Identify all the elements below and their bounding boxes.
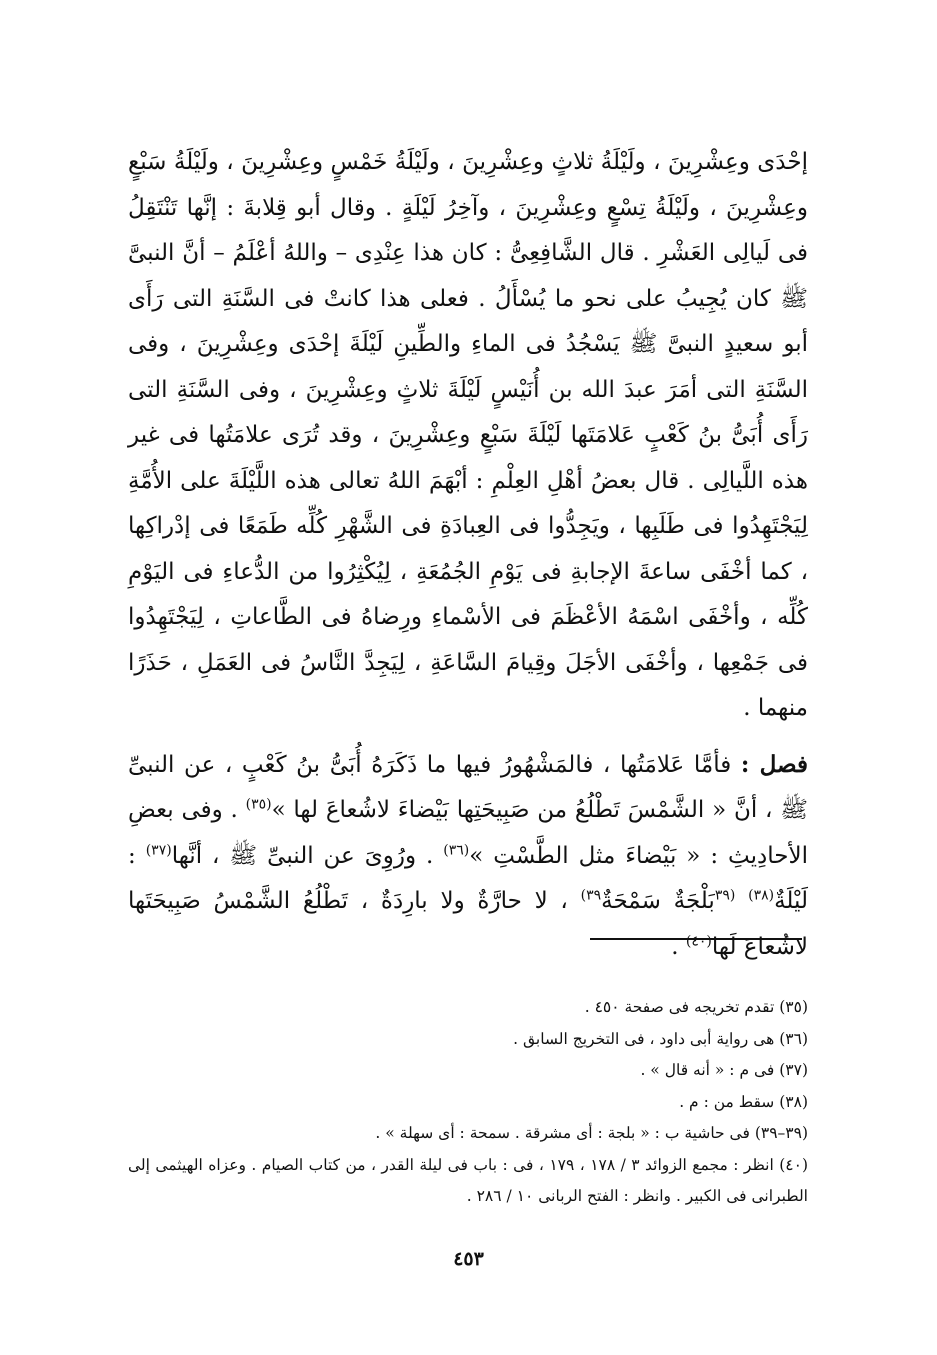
footnote-40: (٤٠) انظر : مجمع الزوائد ٣ / ١٧٨ ، ١٧٩ ، فى : باب فى ليلة القدر ، من كتاب الصيام . وعزاه الهيثمى إلى الطبرانى فى الكبير . وانظر : الفتح الربانى ١٠ / ٢٨٦ . (128, 1155, 809, 1205)
paragraph-2-text-f: بَلْجَةٌ سَمْحَةٌ (601, 888, 715, 914)
footnote-38: (٣٨) سقط من : م . (679, 1092, 808, 1111)
paragraph-2 (128, 742, 808, 971)
paragraph-2-text-c: . ورُوِىَ عن النبىِّ ﷺ ، أنَّها (171, 842, 444, 869)
footnote-ref-35[interactable]: (٣٥) (245, 796, 272, 813)
paragraph-2-text-a: فأمَّا عَلامَتُها ، فالمَشْهُورُ فيها ما ذَكَرَهُ أُبَىُّ بنُ كَعْبٍ ، عن النبىِّ ﷺ ، أنَّ « الشَّمْسَ تَطْلُعُ من صَبِيحَتِها بَيْضاءَ لاشُعاعَ لها » (128, 751, 808, 823)
footnote-ref-38[interactable]: (٣٨) (748, 887, 775, 904)
page-number: ٤٥٣ (453, 1248, 484, 1270)
footnote-ref-39-close[interactable]: ٣٩) (580, 887, 602, 904)
footnote-ref-39-open[interactable]: (٣٩ (714, 887, 736, 904)
footnote-35: (٣٥) تقدم تخريجه فى صفحة ٤٥٠ . (584, 998, 808, 1016)
footnotes-list (128, 992, 808, 1213)
paragraph-2-text-h: . (671, 933, 686, 960)
paragraph-2-text-e (735, 888, 748, 914)
footnote-ref-36[interactable]: (٣٦) (443, 841, 470, 858)
footnote-39: (٣٩–٣٩) فى حاشية ب : « بلجة : أى مشرقة . سمحة : أى سهلة » . (375, 1124, 808, 1142)
section-label: فصل : (740, 750, 808, 778)
paragraph-2-text-g: ، لا حارَّةٌ ولا بارِدَةٌ ، تَطْلُعُ الشَّمْسُ صَبِيحَتَها لاشُعاعَ لَها (128, 888, 808, 960)
main-text (128, 140, 808, 970)
paragraph-1: إحْدَى وعِشْرِينَ ، ولَيْلَةُ ثلاثٍ وعِشْرِينَ ، ولَيْلَةُ خَمْسٍ وعِشْرِينَ ، ولَيْلَةُ سَبْعٍ وعِشْرِينَ ، ولَيْلَةُ تِسْعٍ وعِشْرِينَ ، وآخِرُ لَيْلَةٍ . وقال أبو قِلابةَ : إنَّها تَنْتَقِلُ فى لَيالِى العَشْرِ . قال الشَّافِعِىُّ : كان هذا عِنْدِى – واللهُ أعْلَمُ – أنَّ النبىَّ ﷺ كان يُجِيبُ على نحو ما يُسْأَلُ . فعلى هذا كانتْ فى السَّنَةِ التى رَأَى أبو سعيدٍ النبىَّ ﷺ يَسْجُدُ فى الماءِ والطِّينِ لَيْلَةَ إحْدَى وعِشْرِينَ ، وفى السَّنَةِ التى أمَرَ عبدَ الله بن أُنَيْسٍ لَيْلَةَ ثلاثٍ وعِشْرِينَ ، وفى السَّنَةِ التى رَأَى أُبَىُّ بنُ كَعْبٍ عَلامَتَها لَيْلَةَ سَبْعٍ وعِشْرِينَ ، وقد تُرَى علامَتُها فى غير هذه اللَّيالِى . قال بعضُ أهْلِ العِلْمِ : أبْهَمَ اللهُ تعالى هذه اللَّيْلَةَ على الأُمَّةِ لِيَجْتَهِدُوا فى طَلَبِها ، ويَجِدُّوا فى العِبادَةِ فى الشَّهْرِ كُلِّه طَمَعًا فى إدْراكِها ، كما أخْفَى ساعةَ الإجابةِ فى يَوْمِ الجُمُعَةِ ، لِيُكْثِرُوا من الدُّعاءِ فى اليَوْمِ كُلِّه ، وأخْفَى اسْمَهُ الأعْظَمَ فى الأسْماءِ ورِضاهُ فى الطَّاعاتِ ، لِيَجْتَهِدُوا فى جَمْعِها ، وأخْفَى الأجَلَ وقِيامَ السَّاعَةِ ، لِيَجِدَّ النَّاسُ فى العَمَلِ ، حَذَرًا منهما . (128, 149, 808, 721)
footnote-ref-37[interactable]: (٣٧) (145, 841, 172, 858)
footnote-37: (٣٧) فى م : « أنه قال » . (640, 1061, 808, 1079)
paragraph-2-text-d: : لَيْلَةٌ (128, 842, 808, 914)
footnote-ref-40[interactable]: (٤٠) (685, 932, 712, 949)
footnote-divider (590, 938, 802, 940)
footnote-36: (٣٦) هى رواية أبى داود ، فى التخريج السابق . (513, 1029, 808, 1048)
paragraph-2-text-b: . وفى بعضِ الأحادِيثِ : « بَيْضاءَ مثل الطَّسْتِ » (128, 797, 808, 869)
